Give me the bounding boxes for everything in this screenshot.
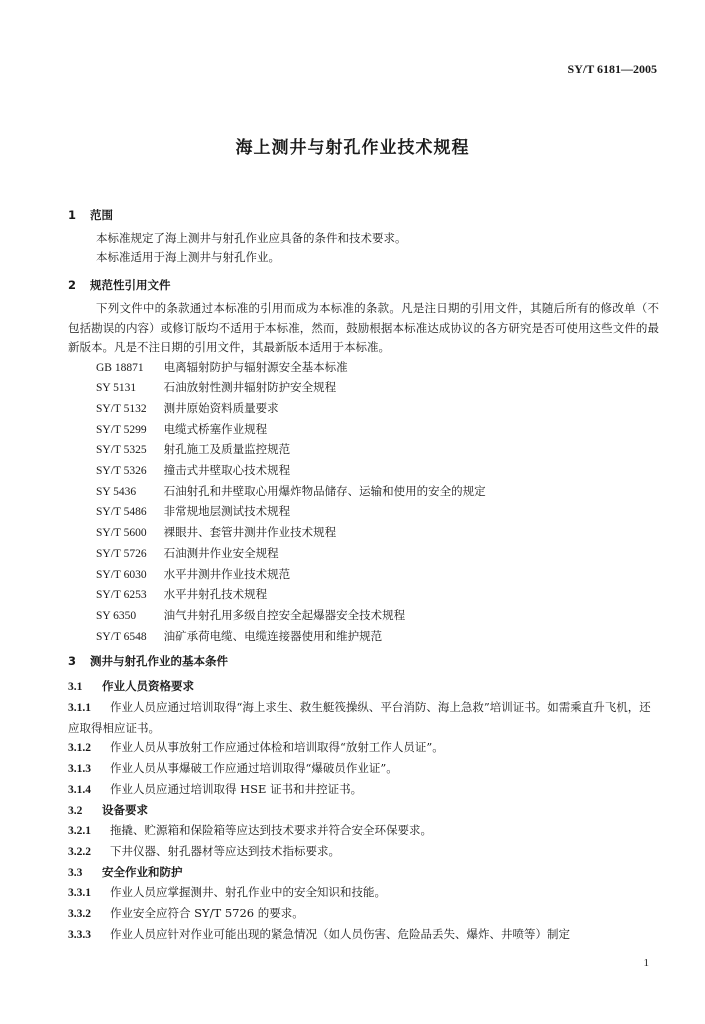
subsection-title: 安全作业和防护 xyxy=(102,864,183,879)
reference-item xyxy=(68,461,659,482)
clause-text: 作业人员从事爆破工作应通过培训取得“爆破员作业证”。 xyxy=(110,761,398,776)
clause-number: 3.2.2 xyxy=(68,845,91,858)
subsection-3-3-heading xyxy=(68,863,659,884)
standard-code: SY/T 6181—2005 xyxy=(567,62,657,76)
reference-title: 油气井射孔用多级自控安全起爆器安全技术规程 xyxy=(163,607,406,622)
reference-code: SY/T 5486 xyxy=(96,506,147,519)
document-title: 海上测井与射孔作业技术规程 xyxy=(235,138,470,158)
reference-item xyxy=(68,544,659,565)
section-1-para-2: 本标准适用于海上测井与射孔作业。 xyxy=(96,250,280,264)
reference-item xyxy=(68,482,659,503)
subsection-3-2-heading xyxy=(68,801,659,822)
reference-code: SY/T 5726 xyxy=(96,547,147,560)
reference-item xyxy=(68,358,659,379)
subsection-number: 3.1 xyxy=(68,681,83,694)
clause-item xyxy=(68,883,659,904)
reference-item xyxy=(68,523,659,544)
section-3-heading xyxy=(68,653,659,669)
reference-item xyxy=(68,606,659,627)
subsection-3-1-items xyxy=(68,698,659,801)
clause-number: 3.1.1 xyxy=(68,702,91,715)
reference-title: 电离辐射防护与辐射源安全基本标准 xyxy=(163,359,348,374)
reference-code: SY 5131 xyxy=(96,382,137,395)
section-1-para-1: 本标准规定了海上测井与射孔作业应具备的条件和技术要求。 xyxy=(96,231,407,245)
section-number: 2 xyxy=(68,278,77,292)
clause-item xyxy=(68,698,659,738)
reference-title: 测井原始资料质量要求 xyxy=(163,400,279,415)
subsection-title: 设备要求 xyxy=(102,802,148,817)
section-title: 规范性引用文件 xyxy=(90,278,171,292)
reference-title: 裸眼井、套管井测井作业技术规程 xyxy=(163,525,337,540)
reference-code: SY/T 5299 xyxy=(96,423,147,436)
page-number: 1 xyxy=(643,957,649,969)
clause-number: 3.3.3 xyxy=(68,928,91,941)
reference-code: SY/T 5326 xyxy=(96,465,147,478)
reference-code: GB 18871 xyxy=(96,361,144,374)
reference-item xyxy=(68,627,659,648)
subsection-3-3-items xyxy=(68,883,659,945)
reference-item xyxy=(68,378,659,399)
section-title: 范围 xyxy=(90,208,113,222)
reference-title: 油矿承荷电缆、电缆连接器使用和维护规范 xyxy=(163,628,383,643)
clause-number: 3.3.1 xyxy=(68,887,91,900)
reference-item xyxy=(68,585,659,606)
clause-number: 3.1.3 xyxy=(68,763,91,776)
document-body xyxy=(68,207,659,945)
clause-item xyxy=(68,925,659,946)
clause-item xyxy=(68,780,659,801)
clause-number: 3.2.1 xyxy=(68,825,91,838)
reference-list xyxy=(68,358,659,648)
reference-title: 水平井射孔技术规程 xyxy=(163,587,268,602)
clause-item xyxy=(68,904,659,925)
reference-code: SY 5436 xyxy=(96,485,137,498)
reference-item xyxy=(68,420,659,441)
clause-number: 3.1.4 xyxy=(68,783,91,796)
clause-number: 3.1.2 xyxy=(68,742,91,755)
reference-code: SY/T 6030 xyxy=(96,568,147,581)
section-number: 3 xyxy=(68,654,77,669)
clause-text: 作业人员应通过培训取得 HSE 证书和井控证书。 xyxy=(110,781,363,796)
clause-text: 拖撬、贮源箱和保险箱等应达到技术要求并符合安全环保要求。 xyxy=(110,823,432,838)
reference-title: 水平井测井作业技术规范 xyxy=(163,566,291,581)
reference-title: 石油射孔和井壁取心用爆炸物品储存、运输和使用的安全的规定 xyxy=(163,483,486,498)
clause-text: 作业安全应符合 SY/T 5726 的要求。 xyxy=(110,906,304,921)
subsection-3-1-heading xyxy=(68,677,659,698)
reference-title: 非常规地层测试技术规程 xyxy=(163,504,291,519)
clause-text: 作业人员应针对作业可能出现的紧急情况（如人员伤害、危险品丢失、爆炸、井喷等）制定 xyxy=(110,926,570,941)
reference-item xyxy=(68,565,659,586)
section-1-heading xyxy=(68,207,659,223)
clause-item xyxy=(68,842,659,863)
reference-code: SY/T 6548 xyxy=(96,630,147,643)
reference-item xyxy=(68,502,659,523)
reference-title: 电缆式桥塞作业规程 xyxy=(163,421,268,436)
reference-title: 石油放射性测井辐射防护安全规程 xyxy=(163,380,337,395)
clause-text: 下井仪器、射孔器材等应达到技术指标要求。 xyxy=(110,843,340,858)
reference-code: SY/T 5132 xyxy=(96,402,147,415)
reference-code: SY 6350 xyxy=(96,609,137,622)
reference-code: SY/T 5600 xyxy=(96,527,147,540)
subsection-title: 作业人员资格要求 xyxy=(102,679,194,694)
reference-code: SY/T 5325 xyxy=(96,444,147,457)
reference-title: 撞击式井壁取心技术规程 xyxy=(163,463,291,478)
clause-item xyxy=(68,821,659,842)
reference-item xyxy=(68,399,659,420)
clause-item xyxy=(68,738,659,759)
clause-item xyxy=(68,759,659,780)
clause-text: 作业人员应掌握测井、射孔作业中的安全知识和技能。 xyxy=(110,885,386,900)
reference-title: 射孔施工及质量监控规范 xyxy=(163,442,291,457)
reference-title: 石油测井作业安全规程 xyxy=(163,545,279,560)
clause-number: 3.3.2 xyxy=(68,908,91,921)
section-2-heading xyxy=(68,277,659,293)
clause-text: 作业人员应通过培训取得“海上求生、救生艇筏操纵、平台消防、海上急救”培训证书。如需乘直升飞机，还应取得相应证书。 xyxy=(68,700,651,735)
subsection-number: 3.3 xyxy=(68,866,83,879)
reference-item xyxy=(68,440,659,461)
section-2-intro: 下列文件中的条款通过本标准的引用而成为本标准的条款。凡是注日期的引用文件，其随后所有的修改单（不包括勘误的内容）或修订版均不适用于本标准，然而，鼓励根据本标准达成协议的各方研究是否可使用这些文件的最新版本。凡是不注日期的引用文件，其最新版本适用于本标准。 xyxy=(68,301,659,354)
subsection-3-2-items xyxy=(68,821,659,862)
clause-text: 作业人员从事放射工作应通过体检和培训取得“放射工作人员证”。 xyxy=(110,740,444,755)
subsection-number: 3.2 xyxy=(68,804,83,817)
section-title: 测井与射孔作业的基本条件 xyxy=(90,654,228,669)
reference-code: SY/T 6253 xyxy=(96,589,147,602)
section-number: 1 xyxy=(68,208,77,222)
